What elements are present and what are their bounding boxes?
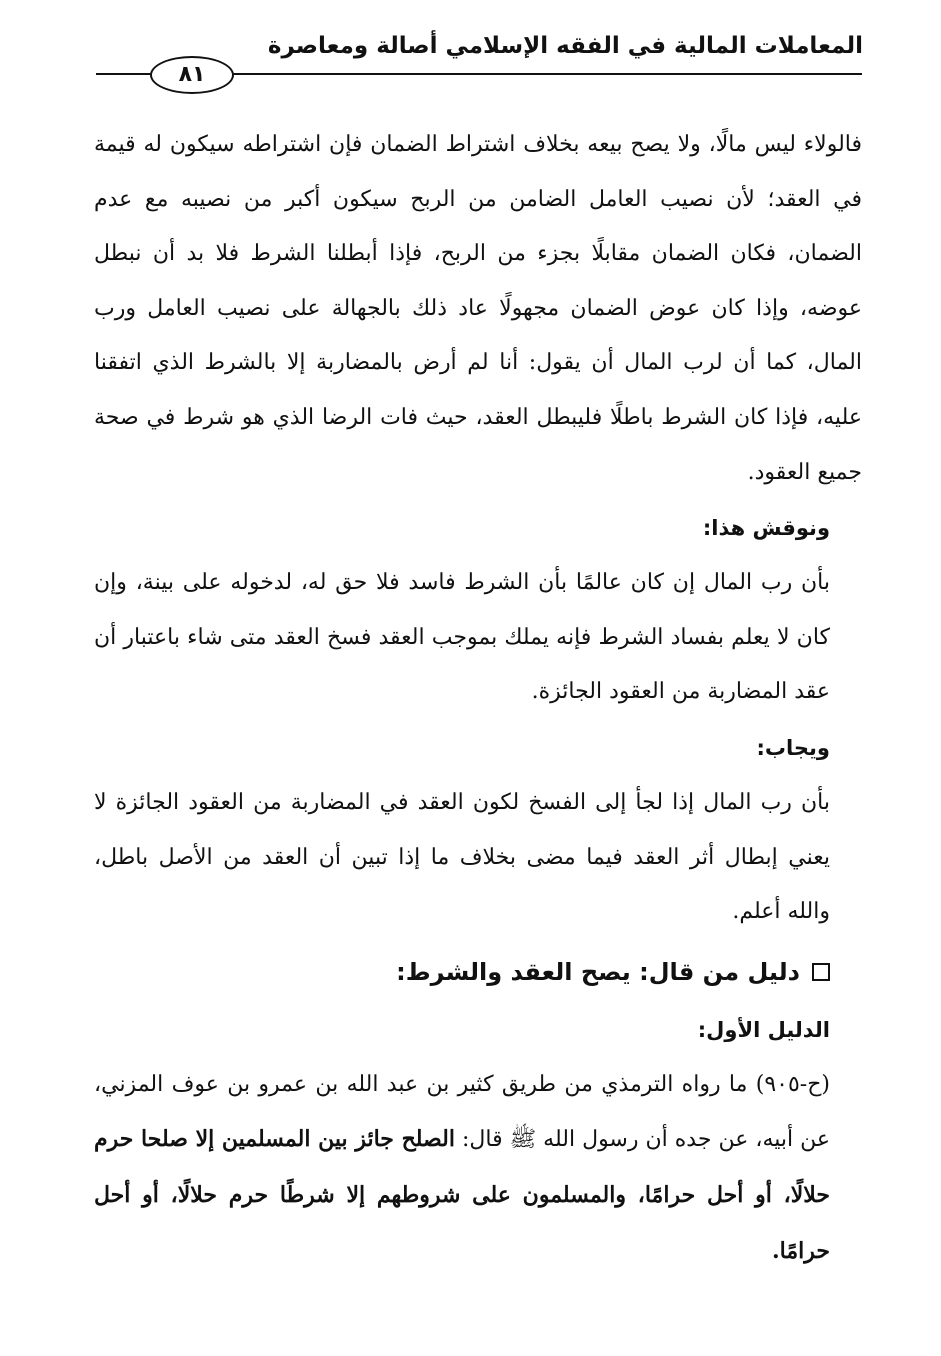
page-number-badge: ٨١ — [150, 56, 234, 94]
paragraph-hadith — [94, 1058, 862, 1279]
page-body — [94, 118, 862, 1279]
section-heading-evidence — [94, 942, 862, 1002]
section-heading-text: دليل من قال: يصح العقد والشرط: — [396, 957, 800, 986]
paragraph-answer: بأن رب المال إذا لجأ إلى الفسخ لكون العقد في المضاربة من العقود الجائزة لا يعني إبطال أثر العقد فيما مضى بخلاف ما إذا تبين أن العقد من الأصل باطل، والله أعلم. — [94, 789, 830, 925]
heading-discussed: ونوقش هذا: — [702, 516, 830, 541]
hadith-text: الصلح جائز بين المسلمين إلا صلحا حرم حلالًا، أو أحل حرامًا، والمسلمون على شروطهم إلا شرطًا حرم حلالًا، أو أحل حرامًا. — [94, 1126, 830, 1264]
hadith-intro: (ح-٩٠٥) ما رواه الترمذي من طريق كثير بن عبد الله بن عمرو بن عوف المزني، عن أبيه، عن جده أن رسول الله ﷺ قال: — [94, 1071, 830, 1153]
square-bullet-icon — [812, 963, 830, 981]
heading-first-evidence: الدليل الأول: — [697, 1017, 830, 1042]
paragraph-argument: فالولاء ليس مالًا، ولا يصح بيعه بخلاف اشتراط الضمان فإن اشتراطه سيكون له قيمة في العقد؛ لأن نصيب العامل الضامن من الربح سيكون أكبر من نصيبه مع عدم الضمان، فكان الضمان مقابلًا بجزء من الربح، فإذا أبطلنا الشرط فلا بد أن نبطل عوضه، وإذا كان عوض الضمان مجهولًا عاد ذلك بالجهالة على نصيب العامل ورب المال، كما أن لرب المال أن يقول: أنا لم أرض بالمضاربة إلا بالشرط الذي اتفقنا عليه، فإذا كان الشرط باطلًا فليبطل العقد، حيث فات الرضا الذي هو شرط في صحة جميع العقود. — [94, 132, 862, 485]
running-header-title: المعاملات المالية في الفقه الإسلامي أصالة ومعاصرة — [267, 33, 863, 59]
paragraph-discussion: بأن رب المال إن كان عالمًا بأن الشرط فاسد فلا حق له، لدخوله على بينة، وإن كان لا يعلم بفساد الشرط فإنه يملك بموجب العقد فسخ العقد متى شاء باعتبار أن عقد المضاربة من العقود الجائزة. — [94, 570, 830, 705]
heading-answer: ويجاب: — [756, 735, 830, 760]
